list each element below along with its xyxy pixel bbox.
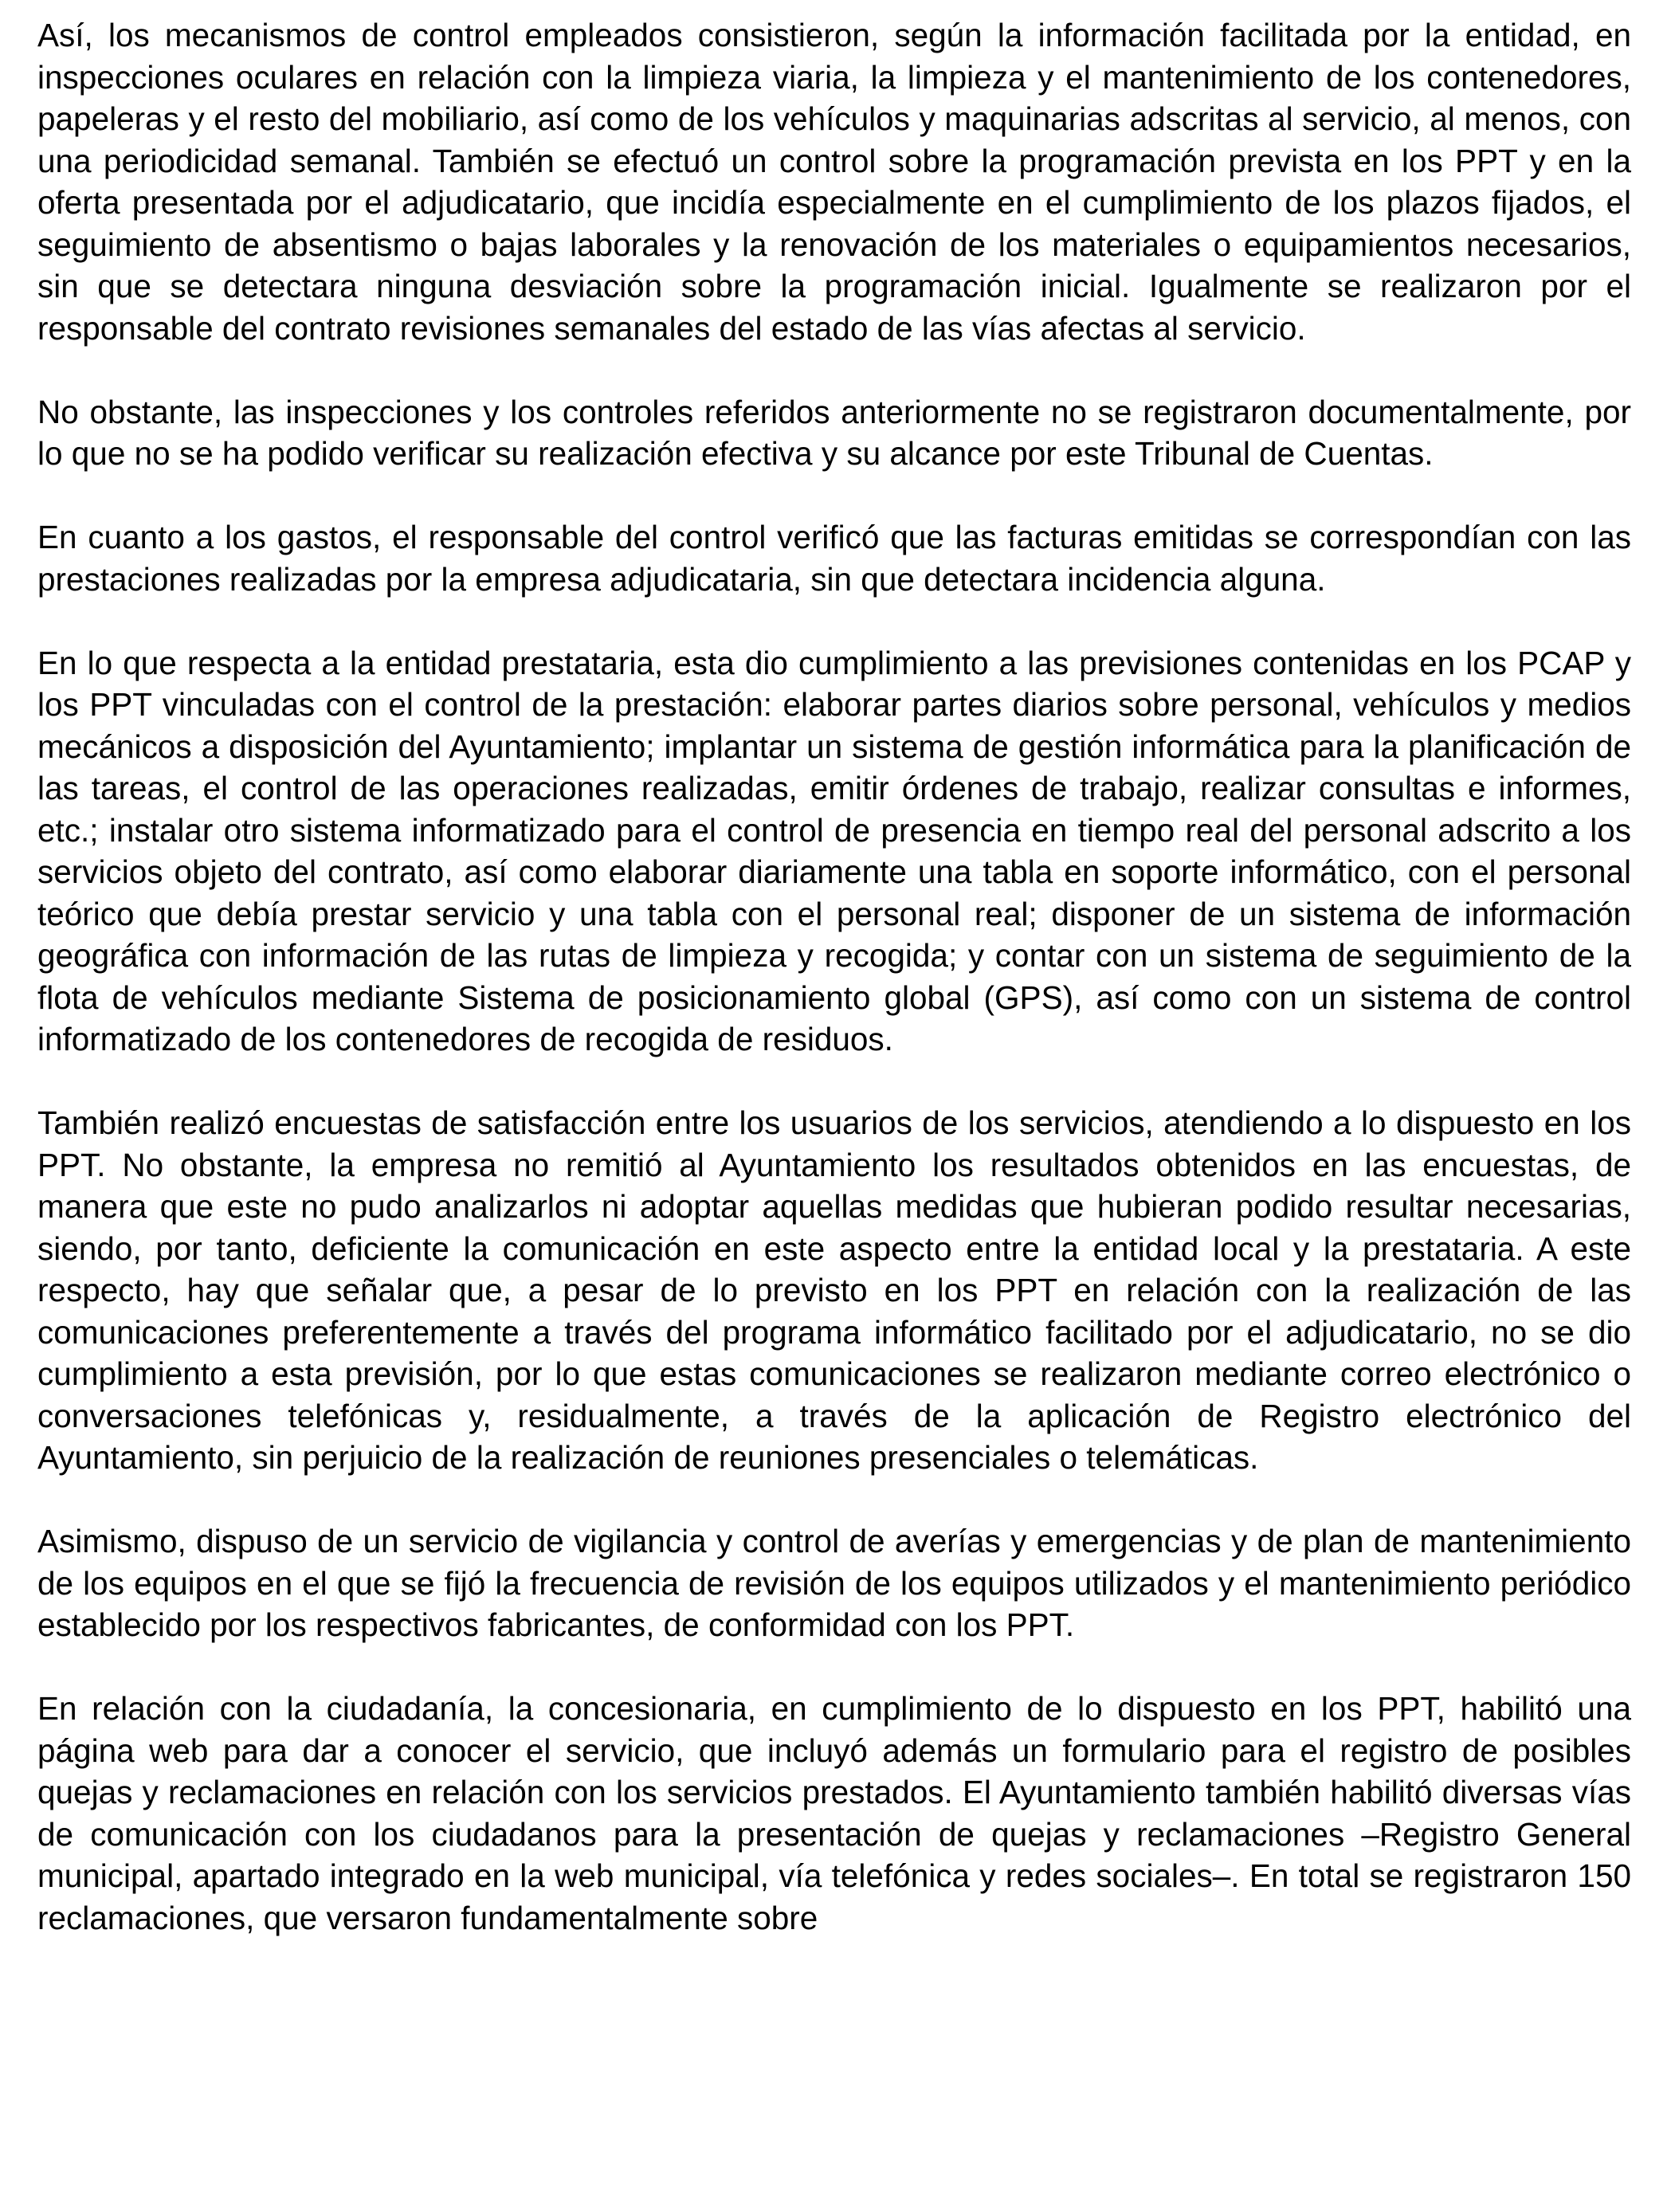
paragraph-satisfaction-surveys: También realizó encuestas de satisfacción entre los usuarios de los servicios, atendiendo a lo dispuesto en los PPT. No obstante, la empresa no remitió al Ayuntamiento los resultados obtenidos en las encuestas, de manera que este no pudo analizarlos ni adoptar aquellas medidas que hubieran podido resultar necesarias, siendo, por tanto, deficiente la comunicación en este aspecto entre la entidad local y la prestataria. A este respecto, hay que señalar que, a pesar de lo previsto en los PPT en relación con la realización de las comunicaciones preferentemente a través del programa informático facilitado por el adjudicatario, no se dio cumplimiento a esta previsión, por lo que estas comunicaciones se realizaron mediante correo electrónico o conversaciones telefónicas y, residualmente, a través de la aplicación de Registro electrónico del Ayuntamiento, sin perjuicio de la realización de reuniones presenciales o telemáticas. — [37, 1104, 1631, 1476]
paragraph-citizen-complaints: En relación con la ciudadanía, la concesionaria, en cumplimiento de lo dispuesto en los PPT, habilitó una página web para dar a conocer el servicio, que incluyó además un formulario para el registro de posibles quejas y reclamaciones en relación con los servicios prestados. El Ayuntamiento también habilitó diversas vías de comunicación con los ciudadanos para la presentación de quejas y reclamaciones –Registro General municipal, apartado integrado en la web municipal, vía telefónica y redes sociales–. En total se registraron 150 reclamaciones, que versaron fundamentalmente sobre — [37, 1690, 1631, 1936]
paragraph-maintenance: Asimismo, dispuso de un servicio de vigilancia y control de averías y emergencias y de plan de mantenimiento de los equipos en el que se fijó la frecuencia de revisión de los equipos utilizados y el mantenimiento periódico establecido por los respectivos fabricantes, de conformidad con los PPT. — [37, 1523, 1631, 1643]
document-page — [37, 14, 1631, 1939]
paragraph-not-documented: No obstante, las inspecciones y los controles referidos anteriormente no se registraron documentalmente, por lo que no se ha podido verificar su realización efectiva y su alcance por este Tribunal de Cuentas. — [37, 393, 1631, 472]
paragraph-control-mechanisms: Así, los mecanismos de control empleados consistieron, según la información facilitada por la entidad, en inspecciones oculares en relación con la limpieza viaria, la limpieza y el mantenimiento de los contenedores, papeleras y el resto del mobiliario, así como de los vehículos y maquinarias adscritas al servicio, al menos, con una periodicidad semanal. También se efectuó un control sobre la programación prevista en los PPT y en la oferta presentada por el adjudicatario, que incidía especialmente en el cumplimiento de los plazos fijados, el seguimiento de absentismo o bajas laborales y la renovación de los materiales o equipamientos necesarios, sin que se detectara ninguna desviación sobre la programación inicial. Igualmente se realizaron por el responsable del contrato revisiones semanales del estado de las vías afectas al servicio. — [37, 17, 1631, 347]
paragraph-provider-compliance: En lo que respecta a la entidad prestataria, esta dio cumplimiento a las previsiones contenidas en los PCAP y los PPT vinculadas con el control de la prestación: elaborar partes diarios sobre personal, vehículos y medios mecánicos a disposición del Ayuntamiento; implantar un sistema de gestión informática para la planificación de las tareas, el control de las operaciones realizadas, emitir órdenes de trabajo, realizar consultas e informes, etc.; instalar otro sistema informatizado para el control de presencia en tiempo real del personal adscrito a los servicios objeto del contrato, así como elaborar diariamente una tabla en soporte informático, con el personal teórico que debía prestar servicio y una tabla con el personal real; disponer de un sistema de información geográfica con información de las rutas de limpieza y recogida; y contar con un sistema de seguimiento de la flota de vehículos mediante Sistema de posicionamiento global (GPS), así como con un sistema de control informatizado de los contenedores de recogida de residuos. — [37, 644, 1631, 1057]
paragraph-expenses: En cuanto a los gastos, el responsable del control verificó que las facturas emitidas se correspondían con las prestaciones realizadas por la empresa adjudicataria, sin que detectara incidencia alguna. — [37, 519, 1631, 598]
